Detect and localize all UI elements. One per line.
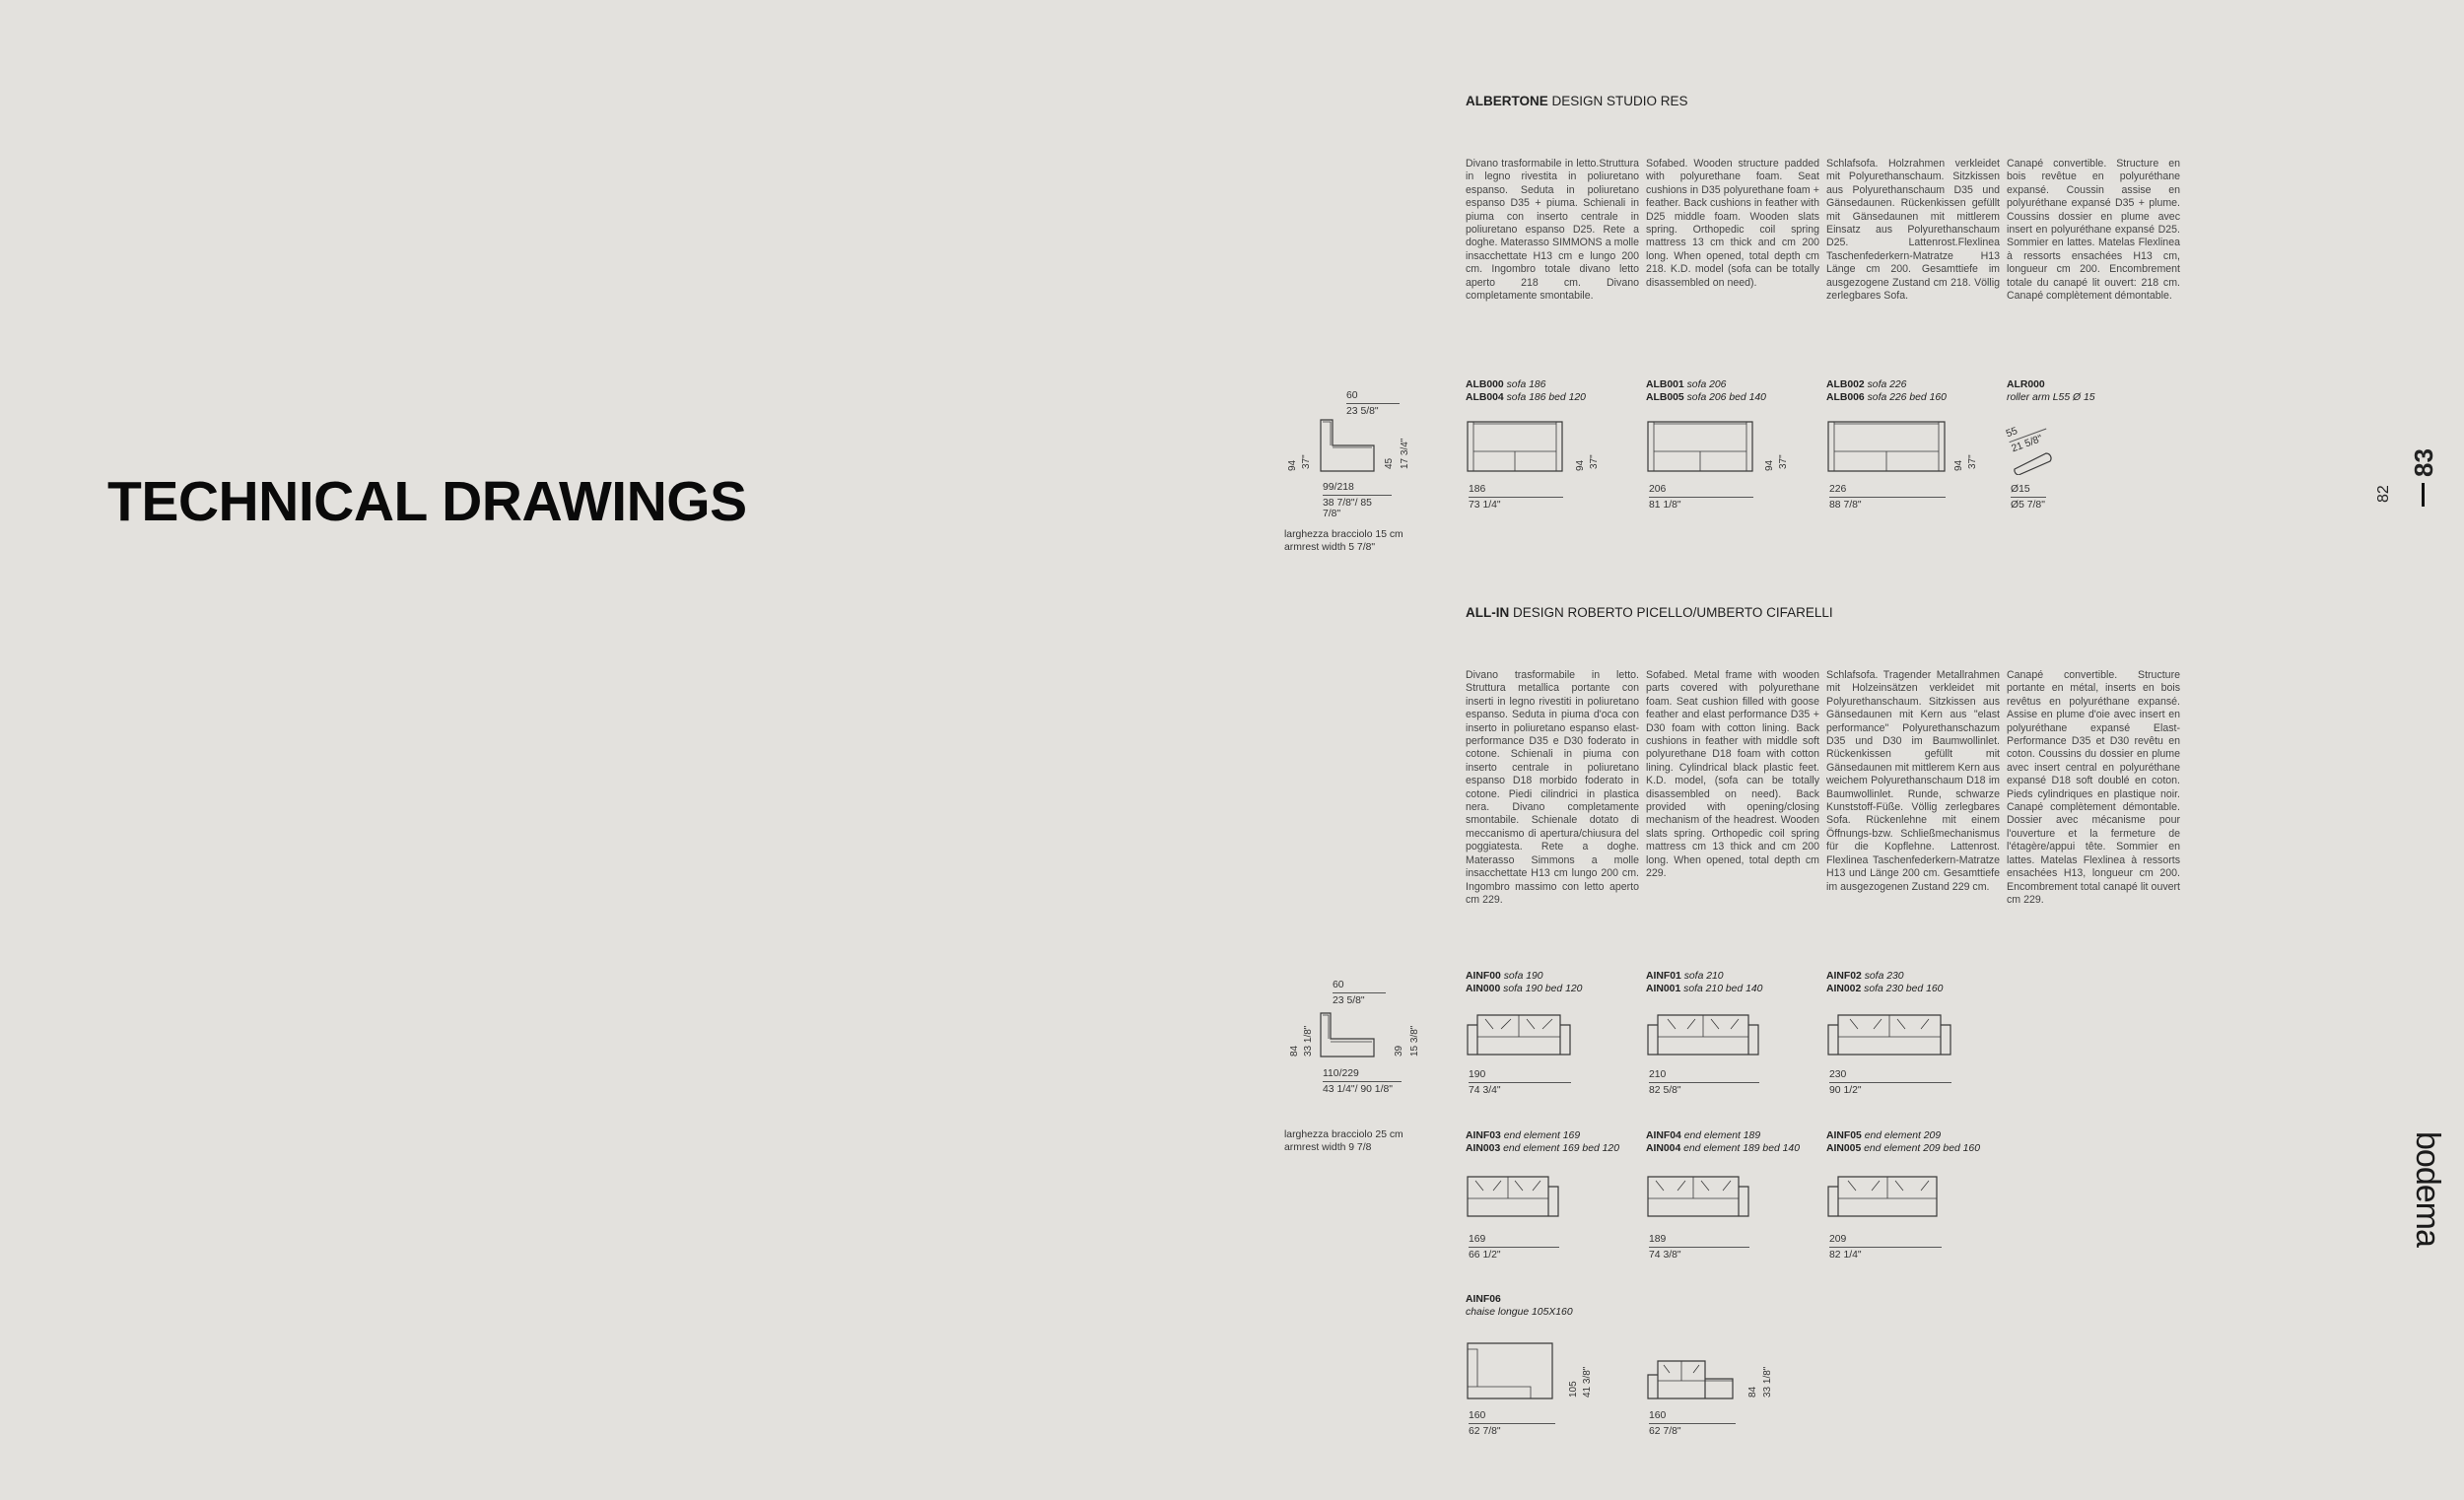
allin-title: ALL-IN DESIGN ROBERTO PICELLO/UMBERTO CIFARELLI	[1466, 605, 1833, 620]
allin-desc-de: Schlafsofa. Tragender Metallrahmen mit Holzeinsätzen verkleidet mit Polyurethanschaum. Sitzkissen aus Gänsedaunen mit Kern aus "elast performance" Polyurethanschazum D35 und D30 im Baumwollinlet. Rückenkissen gefüllt mit Gänsedaunen mit mittlerem Kern aus weichem Polyurethanschaum D18 im Baumwollinlet. Runde, schwarze Kunststoff-Füße. Völlig zerlegbares Sofa. Rückenlehne mit einem Öffnungs-bzw. Schließmechanismus für die Kopflehne. Lattenrost. Flexlinea Taschenfederkern-Matratze H13 und Länge 200 cm. Gesamttiefe im ausgezogenen Zustand 229 cm.	[1826, 669, 2000, 893]
allin-side-height-in: 33 1/8"	[1303, 1025, 1314, 1057]
allin-end-2-width: 209 82 1/4"	[1829, 1234, 1942, 1261]
allin-chaise-top-drawing	[1466, 1341, 1556, 1402]
albertone-model-2-h: 94	[1953, 459, 1964, 471]
allin-model-2-width: 230 90 1/2"	[1829, 1069, 1951, 1096]
allin-end-2-drawing	[1826, 1173, 1943, 1220]
albertone-armrest-note: larghezza bracciolo 15 cm armrest width 5 7/8"	[1284, 529, 1403, 553]
albertone-desc-de: Schlafsofa. Holzrahmen verkleidet mit Polyurethanschaum. Sitzkissen aus Polyurethanschaum D35 und Gänsedaunen. Rückenkissen gefüllt mit Gänsedaunen mit mittlerem Einsatz aus Polyurethanschaum D25. Lattenrost.Flexlinea Taschenfederkern-Matratze H13 Länge cm 200. Gesamttiefe im ausgezogene Zustand cm 218. Völlig zerlegbares Sofa.	[1826, 158, 2000, 303]
albertone-roller-codes: ALR000 roller arm L55 Ø 15	[2007, 379, 2095, 403]
albertone-model-0-h-in: 37"	[1589, 454, 1600, 469]
page-number-right: 83	[2409, 448, 2438, 477]
albertone-side-drawing	[1319, 418, 1376, 475]
albertone-desc-en: Sofabed. Wooden structure padded with polyurethane foam. Seat cushions in D35 polyurethane foam + feather. Back cushions in feather with D25 middle foam. Wooden slats spring. Orthopedic coil spring mattress 13 cm thick and cm 200 long. When opened, total depth cm 218. K.D. model (sofa can be totally disassembled on need).	[1646, 158, 1819, 289]
albertone-model-2-width: 226 88 7/8"	[1829, 484, 1946, 511]
albertone-side-seat: 45	[1384, 457, 1395, 469]
allin-model-0-width: 190 74 3/4"	[1469, 1069, 1571, 1096]
allin-end-0-drawing	[1466, 1173, 1560, 1220]
allin-chaise-height: 84	[1747, 1386, 1758, 1398]
allin-side-drawing	[1317, 1009, 1378, 1058]
albertone-side-open: 99/218 38 7/8"/ 85 7/8"	[1323, 482, 1392, 519]
albertone-roller-drawing	[2009, 445, 2054, 475]
allin-model-1-codes: AINF01 sofa 210 AIN001 sofa 210 bed 140	[1646, 971, 1763, 994]
allin-model-2-drawing	[1826, 1011, 1952, 1058]
allin-model-2-codes: AINF02 sofa 230 AIN002 sofa 230 bed 160	[1826, 971, 1944, 994]
albertone-side-seat-in: 17 3/4"	[1400, 438, 1410, 469]
albertone-model-1-h-in: 37"	[1778, 454, 1789, 469]
albertone-model-0-width: 186 73 1/4"	[1469, 484, 1563, 511]
albertone-model-1-codes: ALB001 sofa 206 ALB005 sofa 206 bed 140	[1646, 379, 1766, 403]
allin-chaise-height-in: 33 1/8"	[1762, 1366, 1773, 1398]
allin-model-1-width: 210 82 5/8"	[1649, 1069, 1759, 1096]
allin-end-0-codes: AINF03 end element 169 AIN003 end element 169 bed 120	[1466, 1130, 1619, 1154]
allin-chaise-codes: AINF06 chaise longue 105X160	[1466, 1294, 1573, 1318]
allin-end-2-codes: AINF05 end element 209 AIN005 end element 209 bed 160	[1826, 1130, 1980, 1154]
allin-end-1-codes: AINF04 end element 189 AIN004 end element 189 bed 140	[1646, 1130, 1800, 1154]
allin-desc-en: Sofabed. Metal frame with wooden parts covered with polyurethane foam. Seat cushion filled with goose feather and elast performance D35 + D30 foam with cotton lining. Back cushions in feather with middle soft polyurethane D18 foam with cotton lining. Cylindrical black plastic feet. K.D. model, (sofa can be totally disassembled on need). Back provided with opening/closing mechanism of the headrest. Wooden slats spring. Orthopedic coil spring mattress cm 13 thick and cm 200 long. When opened, total depth cm 229.	[1646, 669, 1819, 880]
page-number-left: 82	[2375, 485, 2392, 503]
brand-logo: bodema	[2409, 1131, 2446, 1247]
albertone-side-height: 94	[1287, 459, 1298, 471]
albertone-side-height-in: 37"	[1301, 454, 1312, 469]
allin-side-seat-in: 15 3/8"	[1409, 1025, 1420, 1057]
allin-chaise-side-width: 160 62 7/8"	[1649, 1410, 1736, 1437]
allin-side-open: 110/229 43 1/4"/ 90 1/8"	[1323, 1068, 1402, 1095]
albertone-side-depth: 60 23 5/8"	[1346, 390, 1400, 417]
allin-side-seat: 39	[1394, 1045, 1404, 1057]
allin-chaise-depth: 105	[1568, 1381, 1579, 1398]
albertone-model-2-drawing	[1826, 420, 1947, 473]
albertone-model-1-width: 206 81 1/8"	[1649, 484, 1753, 511]
albertone-model-2-codes: ALB002 sofa 226 ALB006 sofa 226 bed 160	[1826, 379, 1947, 403]
allin-side-depth: 60 23 5/8"	[1333, 980, 1386, 1006]
albertone-model-0-drawing	[1466, 420, 1564, 473]
allin-model-0-drawing	[1466, 1011, 1572, 1058]
allin-chaise-side-drawing	[1646, 1353, 1737, 1402]
allin-desc-fr: Canapé convertible. Structure portante en métal, inserts en bois revêtus en polyuréthane expansé. Assise en plume d'oie avec insert en polyuréthane expansé Elast-Performance D35 et D30 revêtu en coton. Coussins du dossier en plume avec insert central en polyuréthane expansé D18 soft doublé en coton. Pieds cylindriques en plastique noir. Canapé complètement démontable. Dossier avec mécanisme pour l'ouverture et la fermeture de l'étagère/appui tête. Sommier en lattes. Matelas Flexlinea à ressorts ensachées H13, longueur cm 200. Encombrement total canapé lit ouvert cm 229.	[2007, 669, 2180, 906]
allin-armrest-note: larghezza bracciolo 25 cm armrest width 9 7/8	[1284, 1129, 1403, 1153]
albertone-title: ALBERTONE DESIGN STUDIO RES	[1466, 94, 1688, 108]
allin-model-0-codes: AINF00 sofa 190 AIN000 sofa 190 bed 120	[1466, 971, 1583, 994]
albertone-roller-length: 55 21 5/8"	[2005, 416, 2051, 454]
albertone-model-1-drawing	[1646, 420, 1754, 473]
allin-end-0-width: 169 66 1/2"	[1469, 1234, 1559, 1261]
allin-side-height: 84	[1289, 1045, 1300, 1057]
allin-end-1-drawing	[1646, 1173, 1750, 1220]
albertone-model-1-h: 94	[1764, 459, 1775, 471]
page-title: TECHNICAL DRAWINGS	[107, 470, 747, 533]
page-number-dash	[2422, 483, 2425, 507]
albertone-desc-fr: Canapé convertible. Structure en bois revêtue en polyuréthane expansé. Coussin assise en polyuréthane expansé D35 + plume. Coussins dossier en plume avec insert en polyuréthane expansé D25. Sommier en lattes. Matelas Flexlinea à ressorts ensachées H13 cm, longueur cm 200. Encombrement totale du canapé lit ouvert: 218 cm. Canapé complètement démontable.	[2007, 158, 2180, 303]
albertone-model-0-h: 94	[1575, 459, 1586, 471]
albertone-roller-diameter: Ø15 Ø5 7/8"	[2011, 484, 2045, 511]
allin-chaise-depth-in: 41 3/8"	[1582, 1366, 1593, 1398]
albertone-model-0-codes: ALB000 sofa 186 ALB004 sofa 186 bed 120	[1466, 379, 1586, 403]
albertone-desc-it: Divano trasformabile in letto.Struttura in legno rivestita in poliuretano espanso. Seduta in poliuretano espanso D35 + piuma. Schienali in piuma con inserto centrale in poliuretano espanso D25. Rete a doghe. Materasso SIMMONS a molle insacchettate H13 cm e lungo 200 cm. Ingombro totale divano letto aperto 218 cm. Divano completamente smontabile.	[1466, 158, 1639, 303]
albertone-model-2-h-in: 37"	[1967, 454, 1978, 469]
allin-desc-it: Divano trasformabile in letto. Struttura metallica portante con inserti in legno rivestiti in poliuretano espanso. Seduta in piuma d'oca con inserto in poliuretano espanso elast-performance D35 e D30 foderato in cotone. Schienali in piuma con inserto centrale in poliuretano espanso D18 morbido foderato in cotone. Piedi cilindrici in plastica nera. Divano completamente smontabile. Schienale dotato di meccanismo di apertura/chiusura del poggiatesta. Rete a doghe. Materasso Simmons a molle insacchettate H13 cm lungo 200 cm. Ingombro massimo con letto aperto cm 229.	[1466, 669, 1639, 906]
allin-chaise-top-width: 160 62 7/8"	[1469, 1410, 1555, 1437]
allin-end-1-width: 189 74 3/8"	[1649, 1234, 1749, 1261]
allin-model-1-drawing	[1646, 1011, 1760, 1058]
